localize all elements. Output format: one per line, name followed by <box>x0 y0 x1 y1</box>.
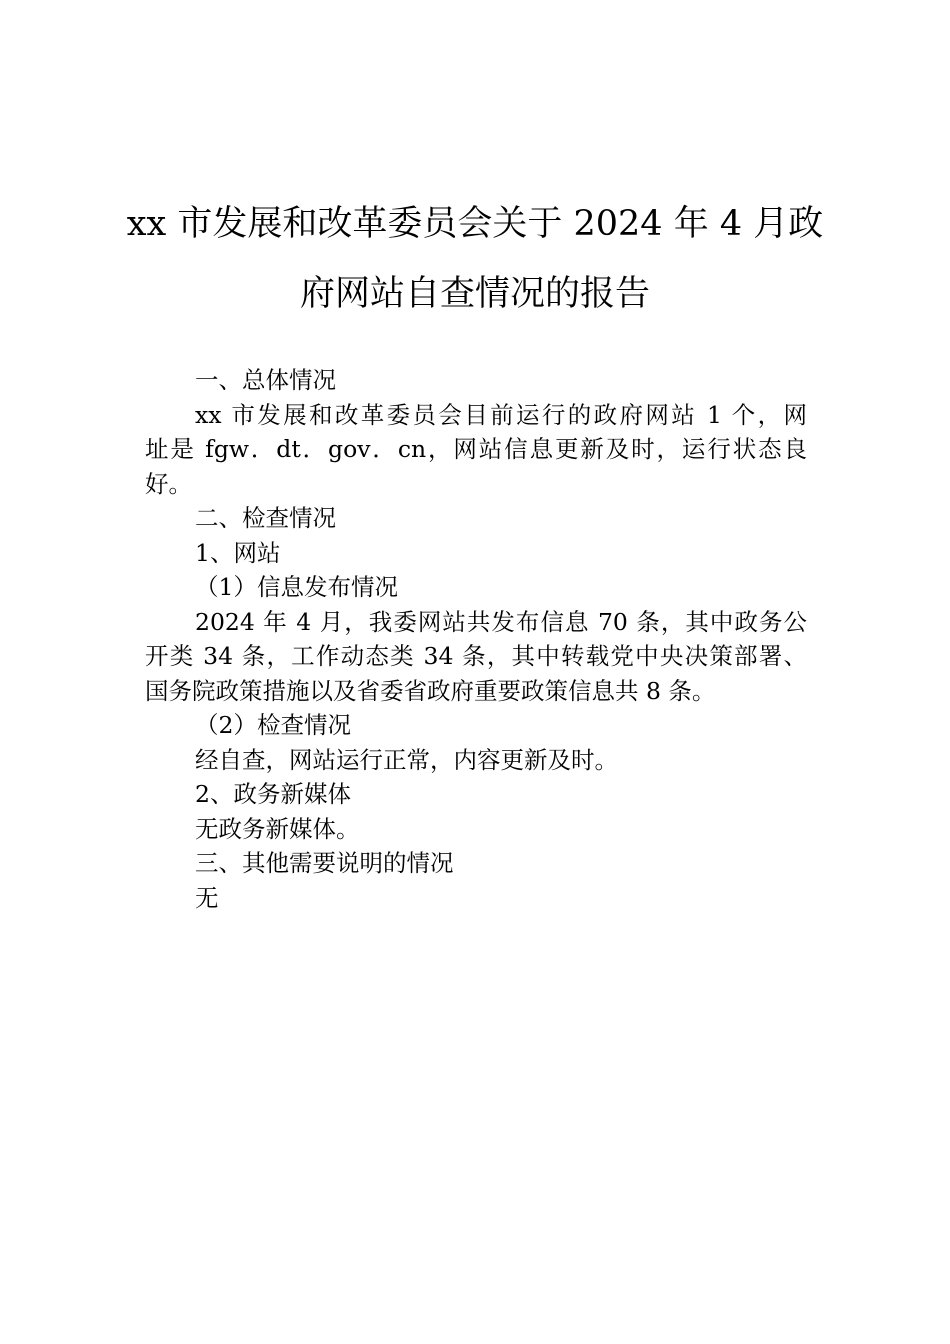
document-body <box>145 363 807 915</box>
heading-other: 三、其他需要说明的情况 <box>195 849 454 877</box>
document-title-line-1: xx 市发展和改革委员会关于 2024 年 4 月政 <box>126 204 824 244</box>
body-line: 国务院政策措施以及省委省政府重要政策信息共 8 条。 <box>145 676 716 705</box>
body-line: 2024 年 4 月，我委网站共发布信息 70 条，其中政务公 <box>195 607 807 636</box>
subheading-new-media: 2、政务新媒体 <box>195 780 351 808</box>
body-line: xx 市发展和改革委员会目前运行的政府网站 1 个，网 <box>195 400 807 429</box>
body-line: 无 <box>195 883 219 912</box>
subheading-website: 1、网站 <box>195 538 281 567</box>
body-line: 无政务新媒体。 <box>195 814 360 843</box>
subheading-check-status: （2）检查情况 <box>195 711 351 739</box>
heading-overall: 一、总体情况 <box>195 366 336 394</box>
body-line: 址是 fgw．dt．gov．cn，网站信息更新及时，运行状态良 <box>145 435 807 463</box>
document-title-line-2: 府网站自查情况的报告 <box>299 274 650 314</box>
heading-inspection: 二、检查情况 <box>195 504 336 532</box>
subheading-info-release: （1）信息发布情况 <box>195 573 398 601</box>
body-line: 开类 34 条，工作动态类 34 条，其中转载党中央决策部署、 <box>145 642 807 670</box>
body-line: 经自查，网站运行正常，内容更新及时。 <box>195 745 618 774</box>
body-line: 好。 <box>145 469 192 498</box>
